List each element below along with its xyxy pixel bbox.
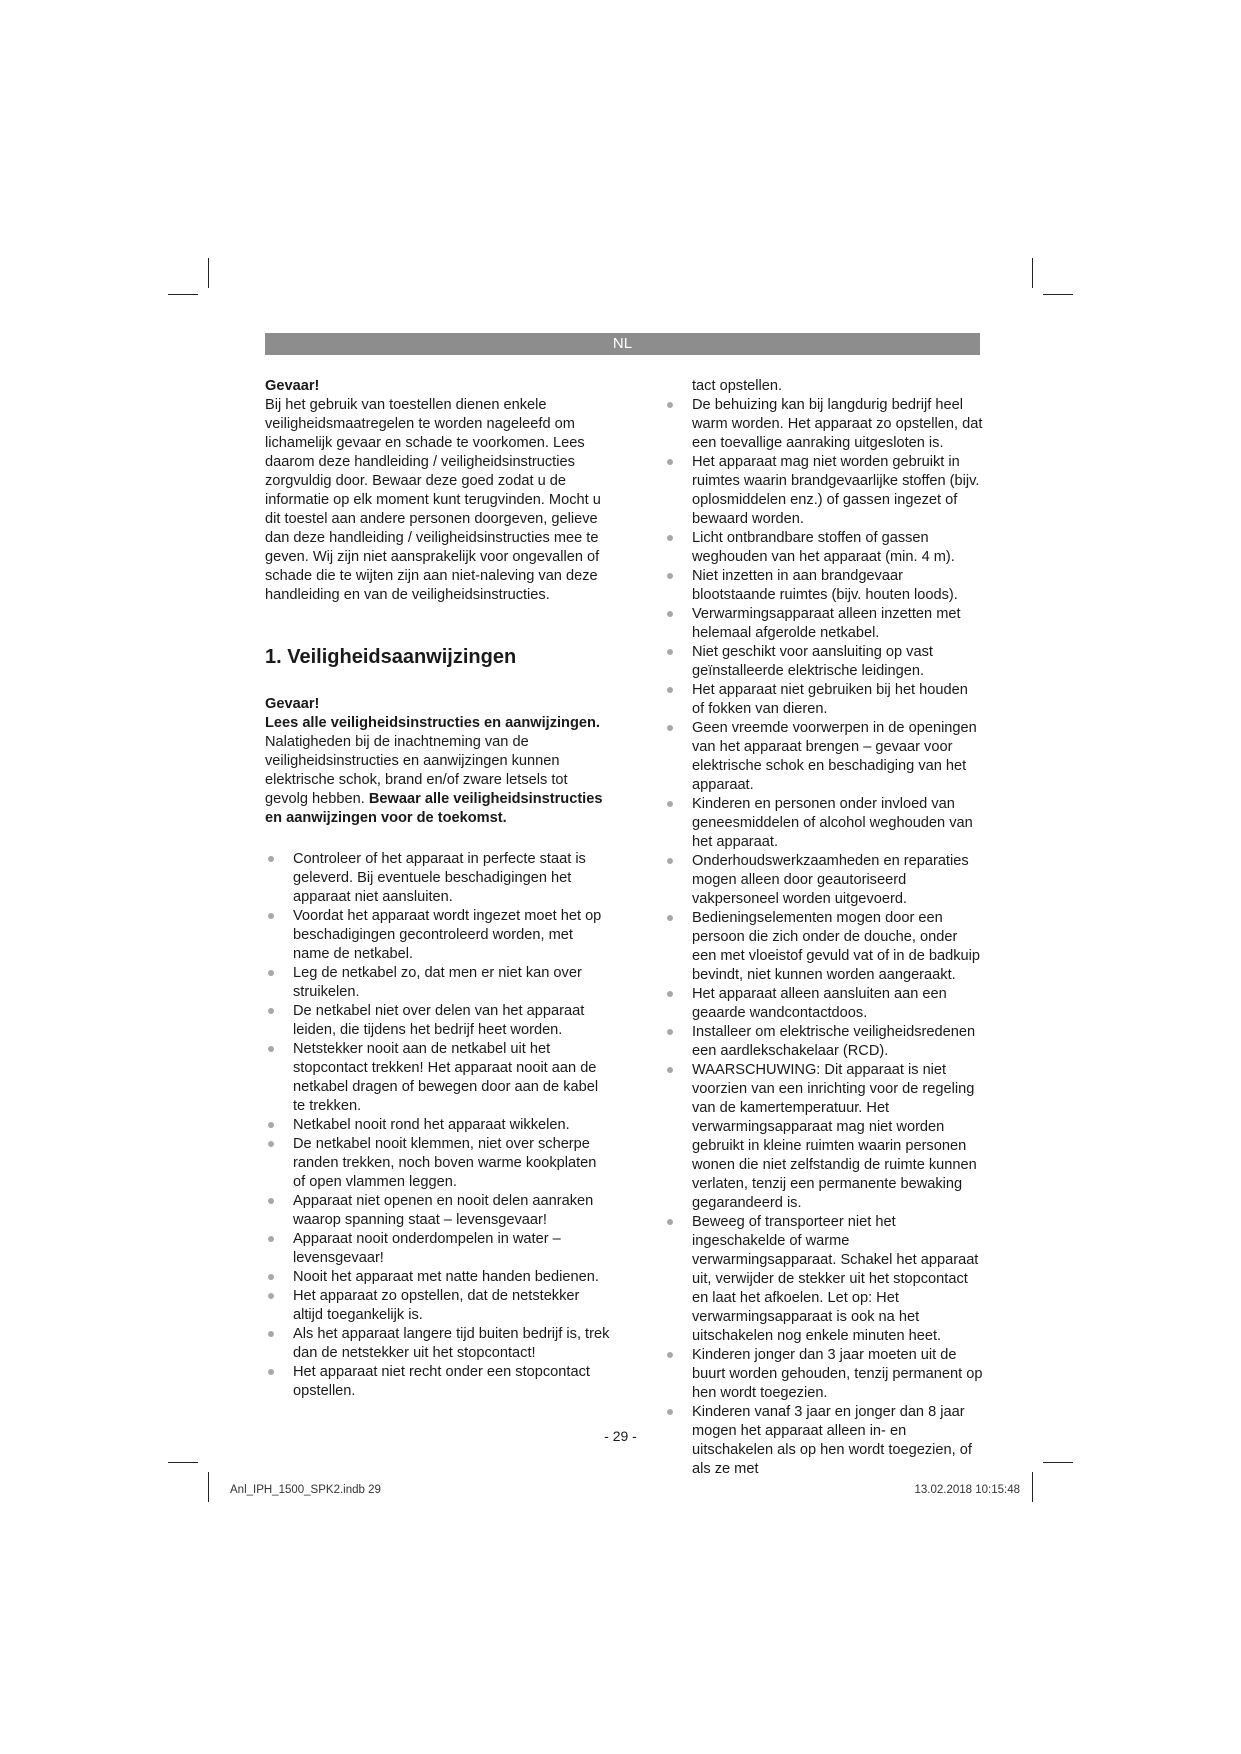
list-item: Nooit het apparaat met natte handen bedienen.	[265, 1268, 610, 1287]
crop-mark	[1043, 294, 1073, 295]
bullet-icon	[667, 1409, 673, 1415]
bullet-icon	[667, 573, 673, 579]
list-item: Het apparaat alleen aansluiten aan een geaarde wandcontactdoos.	[664, 985, 984, 1023]
list-item: Het apparaat niet recht onder een stopcontact opstellen.	[265, 1363, 610, 1401]
bullet-icon	[268, 1008, 274, 1014]
warning-bold-1: Lees alle veiligheidsinstructies en aanwijzingen.	[265, 715, 600, 731]
footer-file: Anl_IPH_1500_SPK2.indb 29	[230, 1484, 381, 1496]
bullet-icon	[667, 649, 673, 655]
bullet-icon	[667, 1352, 673, 1358]
warning-bold-2: Bewaar alle veiligheidsinstructies en aanwijzingen voor de toekomst.	[265, 791, 603, 826]
list-item: Kinderen en personen onder invloed van geneesmiddelen of alcohol weghouden van het apparaat.	[664, 795, 984, 852]
left-bullet-list	[265, 850, 610, 1401]
bullet-icon	[667, 687, 673, 693]
list-item: Kinderen vanaf 3 jaar en jonger dan 8 jaar mogen het apparaat alleen in- en uitschakelen als op hen wordt toegezien, of als ze met	[664, 1403, 984, 1479]
left-column	[265, 377, 610, 1401]
list-item: Voordat het apparaat wordt ingezet moet het op beschadigingen gecontroleerd worden, met name de netkabel.	[265, 907, 610, 964]
bullet-icon	[268, 1331, 274, 1337]
crop-mark	[1032, 258, 1033, 288]
bullet-icon	[268, 1198, 274, 1204]
list-item: De netkabel nooit klemmen, niet over scherpe randen trekken, noch boven warme kookplaten of open vlammen leggen.	[265, 1135, 610, 1192]
list-item: Het apparaat mag niet worden gebruikt in ruimtes waarin brandgevaarlijke stoffen (bijv. oplosmiddelen enz.) of gassen ingezet of bewaard worden.	[664, 453, 984, 529]
bullet-icon	[667, 991, 673, 997]
section-title: 1. Veiligheidsaanwijzingen	[265, 646, 517, 668]
list-item: Bedieningselementen mogen door een persoon die zich onder de douche, onder een met vloeistof gevuld vat of in de badkuip bevindt, niet kunnen worden aangeraakt.	[664, 909, 984, 985]
list-item: Als het apparaat langere tijd buiten bedrijf is, trek dan de netstekker uit het stopcontact!	[265, 1325, 610, 1363]
list-item: Apparaat niet openen en nooit delen aanraken waarop spanning staat – levensgevaar!	[265, 1192, 610, 1230]
list-item: Niet geschikt voor aansluiting op vast geïnstalleerde elektrische leidingen.	[664, 643, 984, 681]
list-item: Installeer om elektrische veiligheidsredenen een aardlekschakelaar (RCD).	[664, 1023, 984, 1061]
list-item: Controleer of het apparaat in perfecte staat is geleverd. Bij eventuele beschadigingen het apparaat niet aansluiten.	[265, 850, 610, 907]
crop-mark	[208, 1472, 209, 1502]
list-item: Verwarmingsapparaat alleen inzetten met helemaal afgerolde netkabel.	[664, 605, 984, 643]
bullet-icon	[268, 1141, 274, 1147]
warning-text: Nalatigheden bij de inachtneming van de veiligheidsinstructies en aanwijzingen kunnen elektrische schok, brand en/of zware letsels tot gevolg hebben.	[265, 734, 568, 807]
list-item: Het apparaat niet gebruiken bij het houden of fokken van dieren.	[664, 681, 984, 719]
list-item: Kinderen jonger dan 3 jaar moeten uit de buurt worden gehouden, tenzij permanent op hen wordt toegezien.	[664, 1346, 984, 1403]
page-number: - 29 -	[604, 1428, 637, 1444]
bullet-icon	[268, 1369, 274, 1375]
list-item: Beweeg of transporteer niet het ingeschakelde of warme verwarmingsapparaat. Schakel het apparaat uit, verwijder de stekker uit het stopcontact en laat het afkoelen. Let op: Het verwarmingsapparaat is ook na het uitschakelen nog enkele minuten heet.	[664, 1213, 984, 1346]
bullet-icon	[268, 1122, 274, 1128]
bullet-icon	[667, 459, 673, 465]
list-item: Het apparaat zo opstellen, dat de netstekker altijd toegankelijk is.	[265, 1287, 610, 1325]
continuation-text: tact opstellen.	[692, 378, 783, 394]
crop-mark	[208, 258, 209, 288]
bullet-icon	[268, 1046, 274, 1052]
crop-mark	[168, 1462, 198, 1463]
list-item: Licht ontbrandbare stoffen of gassen weghouden van het apparaat (min. 4 m).	[664, 529, 984, 567]
bullet-icon	[667, 402, 673, 408]
list-item: Netstekker nooit aan de netkabel uit het stopcontact trekken! Het apparaat nooit aan de netkabel dragen of bewegen door aan de kabel te trekken.	[265, 1040, 610, 1116]
warning-heading: Gevaar!	[265, 696, 320, 712]
list-item: WAARSCHUWING: Dit apparaat is niet voorzien van een inrichting voor de regeling van de kamertemperatuur. Het verwarmingsapparaat mag niet worden gebruikt in kleine ruimten waarin personen wonen die niet zelfstandig de ruimte kunnen verlaten, tenzij een permanente bewaking gegarandeerd is.	[664, 1061, 984, 1213]
crop-mark	[1043, 1462, 1073, 1463]
bullet-icon	[268, 970, 274, 976]
bullet-icon	[667, 725, 673, 731]
crop-mark	[168, 294, 198, 295]
bullet-icon	[268, 913, 274, 919]
bullet-icon	[268, 1274, 274, 1280]
bullet-icon	[667, 1067, 673, 1073]
list-item: Geen vreemde voorwerpen in de openingen van het apparaat brengen – gevaar voor elektrische schok en beschadiging van het apparaat.	[664, 719, 984, 795]
list-item: De netkabel niet over delen van het apparaat leiden, die tijdens het bedrijf heet worden.	[265, 1002, 610, 1040]
warning-paragraph	[265, 714, 610, 828]
bullet-icon	[667, 858, 673, 864]
intro-heading: Gevaar!	[265, 378, 320, 394]
bullet-icon	[667, 801, 673, 807]
crop-mark	[1032, 1472, 1033, 1502]
bullet-icon	[667, 611, 673, 617]
list-item: Apparaat nooit onderdompelen in water – levensgevaar!	[265, 1230, 610, 1268]
list-item: Niet inzetten in aan brandgevaar blootstaande ruimtes (bijv. houten loods).	[664, 567, 984, 605]
bullet-icon	[268, 1293, 274, 1299]
bullet-icon	[268, 856, 274, 862]
list-item: Onderhoudswerkzaamheden en reparaties mogen alleen door geautoriseerd vakpersoneel worden uitgevoerd.	[664, 852, 984, 909]
list-item: De behuizing kan bij langdurig bedrijf heel warm worden. Het apparaat zo opstellen, dat een toevallige aanraking uitgesloten is.	[664, 396, 984, 453]
list-item: Netkabel nooit rond het apparaat wikkelen.	[265, 1116, 610, 1135]
right-column	[664, 377, 984, 1479]
bullet-icon	[268, 1236, 274, 1242]
bullet-icon	[667, 1219, 673, 1225]
list-item: Leg de netkabel zo, dat men er niet kan over struikelen.	[265, 964, 610, 1002]
bullet-icon	[667, 535, 673, 541]
language-header: NL	[265, 333, 980, 355]
bullet-icon	[667, 1029, 673, 1035]
right-bullet-list	[664, 396, 984, 1479]
bullet-icon	[667, 915, 673, 921]
footer-timestamp: 13.02.2018 10:15:48	[914, 1484, 1020, 1496]
intro-text: Bij het gebruik van toestellen dienen enkele veiligheidsmaatregelen te worden nageleefd om lichamelijk gevaar en schade te voorkomen. Lees daarom deze handleiding / veiligheidsinstructies zorgvuldig door. Bewaar deze goed zodat u de informatie op elk moment kunt terugvinden. Mocht u dit toestel aan andere personen doorgeven, gelieve dan deze handleiding / veiligheidsinstructies mee te geven. Wij zijn niet aansprakelijk voor ongevallen of schade die te wijten zijn aan niet-naleving van deze handleiding en van de veiligheidsinstructies.	[265, 397, 601, 603]
